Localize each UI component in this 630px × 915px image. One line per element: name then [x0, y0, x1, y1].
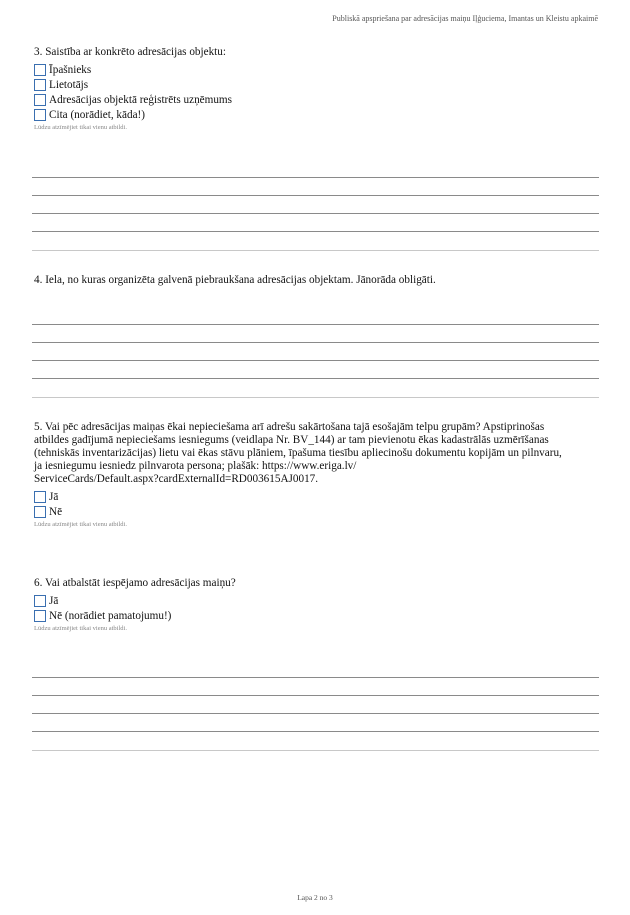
option-label: Adresācijas objektā reģistrēts uzņēmums [49, 93, 232, 106]
q5-option-yes[interactable] [34, 489, 599, 504]
option-label: Nē [49, 505, 63, 518]
checkbox-icon[interactable] [34, 109, 46, 121]
option-label: Jā [49, 594, 59, 607]
question-5-title-line: atbildes gadījumā nepieciešams iesniegums (veidlapa Nr. BV_144) ar tam pievienotu ēkas kadastrālās uzmērīšanas [34, 434, 549, 446]
checkbox-icon[interactable] [34, 506, 46, 518]
question-5 [34, 421, 599, 528]
q3-option-company[interactable] [34, 92, 599, 107]
answer-line[interactable] [32, 177, 599, 178]
q6-option-yes[interactable] [34, 593, 599, 608]
checkbox-icon[interactable] [34, 94, 46, 106]
answer-line[interactable] [32, 378, 599, 379]
answer-line[interactable] [32, 695, 599, 696]
answer-line[interactable] [32, 250, 599, 251]
q6-option-no[interactable] [34, 608, 599, 623]
option-label: Cita (norādiet, kāda!) [49, 108, 145, 121]
answer-line[interactable] [32, 231, 599, 232]
q3-option-other[interactable] [34, 107, 599, 122]
question-5-title-line: (tehniskās inventarizācijas) lietu vai ēkas stāvu plāniem, īpašuma tiesību apliecinošu dokumentu kopijām un pilnvaru, [34, 447, 562, 459]
answer-line[interactable] [32, 677, 599, 678]
answer-line[interactable] [32, 731, 599, 732]
question-6 [34, 577, 599, 632]
answer-line[interactable] [32, 750, 599, 751]
question-6-hint: Lūdzu atzīmējiet tikai vienu atbildi. [34, 625, 127, 632]
checkbox-icon[interactable] [34, 595, 46, 607]
answer-line[interactable] [32, 195, 599, 196]
checkbox-icon[interactable] [34, 64, 46, 76]
answer-line[interactable] [32, 713, 599, 714]
option-label: Nē (norādiet pamatojumu!) [49, 609, 172, 622]
question-4 [34, 274, 599, 290]
answer-line[interactable] [32, 213, 599, 214]
page-footer: Lapa 2 no 3 [297, 893, 333, 902]
checkbox-icon[interactable] [34, 79, 46, 91]
q5-option-no[interactable] [34, 504, 599, 519]
option-label: Īpašnieks [49, 63, 92, 76]
question-3 [34, 46, 599, 131]
question-5-title-line: ServiceCards/Default.aspx?cardExternalId=RD003615AJ0017. [34, 473, 319, 485]
checkbox-icon[interactable] [34, 610, 46, 622]
answer-line[interactable] [32, 342, 599, 343]
page-header: Publiskā apspriešana par adresācijas maiņu Iļģuciema, Imantas un Kleistu apkaimē [332, 14, 598, 23]
question-6-title: 6. Vai atbalstāt iespējamo adresācijas maiņu? [34, 577, 236, 589]
answer-line[interactable] [32, 324, 599, 325]
answer-line[interactable] [32, 360, 599, 361]
question-5-title [34, 421, 599, 486]
checkbox-icon[interactable] [34, 491, 46, 503]
answer-line[interactable] [32, 397, 599, 398]
question-3-title: 3. Saistība ar konkrēto adresācijas objektu: [34, 46, 226, 58]
question-5-title-line: ja iesniegumu iesniedz pilnvarota persona; plašāk: https://www.eriga.lv/ [34, 460, 357, 472]
question-5-hint: Lūdzu atzīmējiet tikai vienu atbildi. [34, 521, 127, 528]
question-4-title: 4. Iela, no kuras organizēta galvenā piebraukšana adresācijas objektam. Jānorāda obligāti. [34, 274, 436, 286]
q3-option-user[interactable] [34, 77, 599, 92]
option-label: Jā [49, 490, 59, 503]
question-5-title-line: 5. Vai pēc adresācijas maiņas ēkai nepieciešama arī adrešu sakārtošana tajā esošajām telpu grupām? Apstiprinošas [34, 421, 545, 433]
question-3-hint: Lūdzu atzīmējiet tikai vienu atbildi. [34, 124, 127, 131]
q3-option-owner[interactable] [34, 62, 599, 77]
option-label: Lietotājs [49, 78, 89, 91]
